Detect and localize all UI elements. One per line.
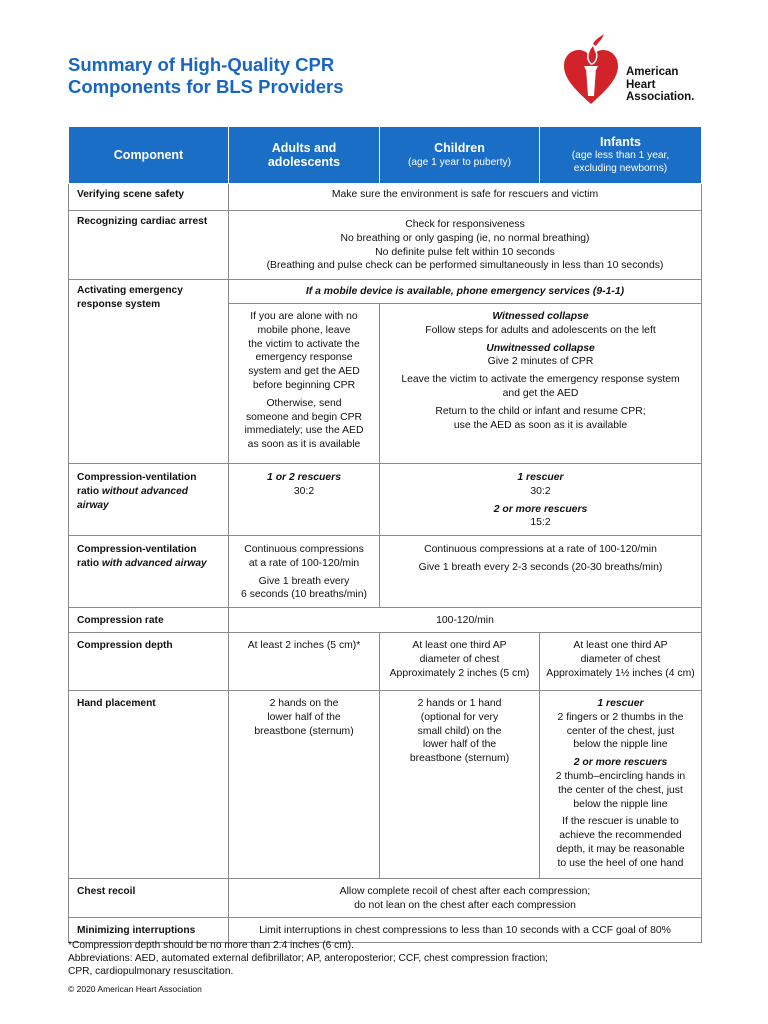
row-label-recognizing: Recognizing cardiac arrest [69,211,229,280]
chest-recoil-value: Allow complete recoil of chest after each compression; do not lean on the chest after each compression [229,879,702,918]
row-label-compression-rate: Compression rate [69,608,229,633]
logo-line-1: American [626,66,679,78]
row-label-chest-recoil: Chest recoil [69,879,229,918]
row-label-activating: Activating emergency response system [69,280,229,464]
depth-adults: At least 2 inches (5 cm)* [229,633,380,691]
header-children: Children (age 1 year to puberty) [380,127,540,184]
table-row [69,536,702,608]
table-row [69,280,702,304]
row-label-minimizing-interruptions: Minimizing interruptions [69,917,229,942]
table-header-row [69,127,702,184]
table-row [69,464,702,536]
ratio-no-airway-children-infants: 1 rescuer 30:2 2 or more rescuers 15:2 [380,464,702,536]
activating-adults: If you are alone with no mobile phone, leave the victim to activate the emergency response system and get the AED before beginning CPR Otherwise, send someone and begin CPR immediately; use the AED as soon as it is available [229,304,380,464]
logo-line-2: Heart [626,78,656,91]
table-row [69,184,702,211]
table-row [69,633,702,691]
row-label-scene-safety: Verifying scene safety [69,184,229,211]
activating-children-infants: Witnessed collapse Follow steps for adults and adolescents on the left Unwitnessed collapse Give 2 minutes of CPR Leave the victim to activate the emergency response system and get the AED Return to the child or infant and resume CPR; use the AED as soon as it is available [380,304,702,464]
copyright: © 2020 American Heart Association [68,984,202,994]
table-row [69,608,702,633]
row-label-hand-placement: Hand placement [69,691,229,879]
mobile-device-note: If a mobile device is available, phone emergency services (9-1-1) [229,280,702,304]
ratio-adv-airway-children-infants: Continuous compressions at a rate of 100-120/min Give 1 breath every 2-3 seconds (20-30 breaths/min) [380,536,702,608]
hand-children: 2 hands or 1 hand (optional for very small child) on the lower half of the breastbone (sternum) [380,691,540,879]
page-title [68,54,488,98]
heart-torch-icon [560,30,622,110]
scene-safety-value: Make sure the environment is safe for rescuers and victim [229,184,702,211]
title-line-2: Components for BLS Providers [68,76,344,97]
depth-infants: At least one third AP diameter of chest Approximately 1½ inches (4 cm) [540,633,702,691]
footnote-abbreviations-cont: CPR, cardiopulmonary resuscitation. [68,966,234,978]
hand-infants: 1 rescuer 2 fingers or 2 thumbs in the center of the chest, just below the nipple line 2 or more rescuers 2 thumb–encircling hands in the center of the chest, just below the nipple line If the rescuer is unable to achieve the recommended depth, it may be reasonable to use the heel of one hand [540,691,702,879]
table-row [69,691,702,879]
aha-logo [560,30,720,110]
header-infants: Infants (age less than 1 year, excluding newborns) [540,127,702,184]
table-row [69,879,702,918]
minimizing-interruptions-value: Limit interruptions in chest compressions to less than 10 seconds with a CCF goal of 80% [229,917,702,942]
header-component: Component [69,127,229,184]
title-line-1: Summary of High-Quality CPR [68,54,335,75]
cpr-summary-table [68,126,702,943]
header-adults: Adults and adolescents [229,127,380,184]
row-label-ratio-no-airway: Compression-ventilation ratio without advanced airway [69,464,229,536]
depth-children: At least one third AP diameter of chest Approximately 2 inches (5 cm) [380,633,540,691]
footnote-abbreviations: Abbreviations: AED, automated external defibrillator; AP, anteroposterior; CCF, chest compression fraction; [68,953,548,965]
ratio-adv-airway-adults: Continuous compressions at a rate of 100-120/min Give 1 breath every 6 seconds (10 breaths/min) [229,536,380,608]
row-label-compression-depth: Compression depth [69,633,229,691]
ratio-no-airway-adults: 1 or 2 rescuers 30:2 [229,464,380,536]
table-row [69,211,702,280]
row-label-ratio-adv-airway: Compression-ventilation ratio with advanced airway [69,536,229,608]
logo-line-3: Association. [626,91,695,103]
logo-text [626,66,694,104]
hand-adults: 2 hands on the lower half of the breastbone (sternum) [229,691,380,879]
compression-rate-value: 100-120/min [229,608,702,633]
footnotes [68,939,708,979]
recognizing-value: Check for responsiveness No breathing or only gasping (ie, no normal breathing) No definite pulse felt within 10 seconds (Breathing and pulse check can be performed simultaneously in less than 10 seconds) [229,211,702,280]
footnote-depth: *Compression depth should be no more than 2.4 inches (6 cm). [68,940,354,951]
